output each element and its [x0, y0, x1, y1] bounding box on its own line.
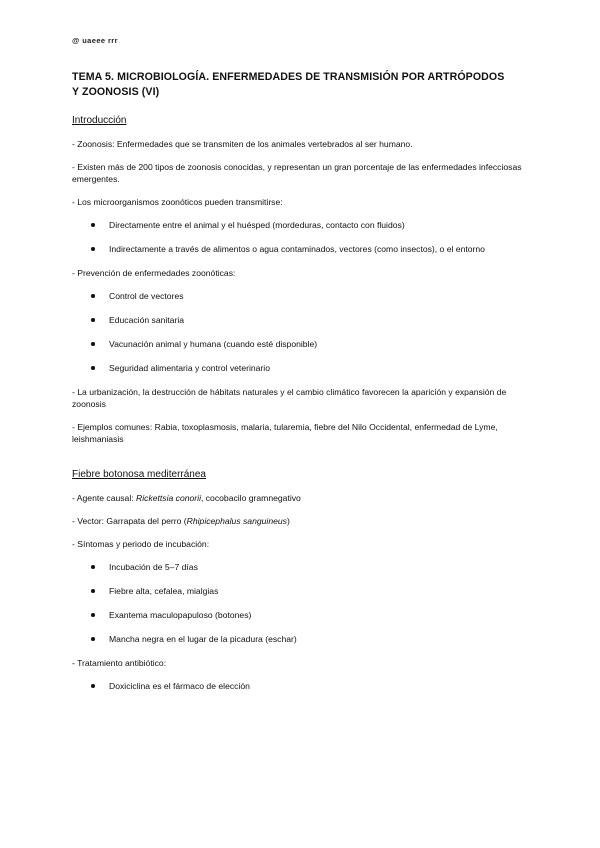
- list-item-text: Educación sanitaria: [109, 315, 185, 325]
- bullet-icon: [91, 589, 95, 593]
- list-item-text: Exantema maculopapuloso (botones): [109, 610, 252, 620]
- bullet-icon: [91, 366, 95, 370]
- header-watermark: @ uaeee rrr: [72, 36, 118, 45]
- page-title: [72, 70, 532, 100]
- list-item-text: Control de vectores: [109, 291, 184, 301]
- list-item-text: Directamente entre el animal y el huésped (mordeduras, contacto con fluidos): [109, 220, 405, 230]
- bullet-icon: [91, 342, 95, 346]
- list-item: [72, 219, 532, 231]
- list-sintomas: [72, 561, 532, 645]
- paragraph-microorganismos: - Los microorganismos zoonóticos pueden transmitirse:: [72, 197, 283, 207]
- section-heading-introduccion: Introducción: [72, 115, 127, 126]
- list-item-text: Mancha negra en el lugar de la picadura (eschar): [109, 634, 297, 644]
- vector-suffix: ): [286, 516, 290, 526]
- list-item-text: Incubación de 5–7 días: [109, 562, 198, 572]
- bullet-icon: [91, 613, 95, 617]
- bullet-icon: [91, 223, 95, 227]
- bullet-icon: [91, 294, 95, 298]
- page-title-line-2: Y ZOONOSIS (VI): [72, 86, 160, 98]
- list-item: [72, 290, 532, 302]
- paragraph-sintomas: - Síntomas y periodo de incubación:: [72, 539, 210, 549]
- page-title-line-1: TEMA 5. MICROBIOLOGÍA. ENFERMEDADES DE TRANSMISIÓN POR ARTRÓPODOS: [72, 71, 505, 83]
- list-item-text: Seguridad alimentaria y control veterinario: [109, 363, 270, 373]
- list-item: [72, 680, 532, 692]
- list-item-text: Doxiciclina es el fármaco de elección: [109, 681, 250, 691]
- list-item: [72, 633, 532, 645]
- paragraph-prevencion: - Prevención de enfermedades zoonóticas:: [72, 268, 236, 278]
- section-heading-fiebre-botonosa: Fiebre botonosa mediterránea: [72, 469, 206, 480]
- agente-suffix: , cocobacilo gramnegativo: [200, 493, 301, 503]
- list-transmision: [72, 219, 532, 255]
- list-tratamiento: [72, 680, 532, 692]
- list-item: [72, 338, 532, 350]
- bullet-icon: [91, 247, 95, 251]
- bullet-icon: [91, 637, 95, 641]
- paragraph-ejemplos: - Ejemplos comunes: Rabia, toxoplasmosis, malaria, tularemia, fiebre del Nilo Occidental, enfermedad de Lyme, leishmaniasis: [72, 422, 498, 444]
- list-item: [72, 561, 532, 573]
- list-item: [72, 585, 532, 597]
- bullet-icon: [91, 318, 95, 322]
- list-item: [72, 243, 532, 255]
- bullet-icon: [91, 684, 95, 688]
- vector-species: Rhipicephalus sanguineus: [186, 516, 287, 526]
- paragraph-agente-causal: [72, 492, 532, 504]
- paragraph-urbanizacion: - La urbanización, la destrucción de hábitats naturales y el cambio climático favorecen la aparición y expansión de zoonosis: [72, 387, 507, 409]
- paragraph-zoonosis: - Zoonosis: Enfermedades que se transmiten de los animales vertebrados al ser humano.: [72, 139, 413, 149]
- paragraph-vector: [72, 515, 532, 527]
- list-item-text: Indirectamente a través de alimentos o agua contaminados, vectores (como insectos), o el entorno: [109, 244, 485, 254]
- paragraph-existen: - Existen más de 200 tipos de zoonosis conocidas, y representan un gran porcentaje de las enfermedades infecciosas emergentes.: [72, 162, 522, 184]
- list-item: [72, 362, 532, 374]
- agente-species: Rickettsia conorii: [136, 493, 201, 503]
- list-item: [72, 609, 532, 621]
- paragraph-tratamiento: - Tratamiento antibiótico:: [72, 658, 167, 668]
- bullet-icon: [91, 565, 95, 569]
- list-item: [72, 314, 532, 326]
- list-item-text: Fiebre alta, cefalea, mialgias: [109, 586, 219, 596]
- agente-prefix: - Agente causal:: [72, 493, 137, 503]
- vector-prefix: - Vector: Garrapata del perro (: [72, 516, 187, 526]
- list-item-text: Vacunación animal y humana (cuando esté disponible): [109, 339, 318, 349]
- list-prevencion: [72, 290, 532, 374]
- document-content: [72, 70, 532, 704]
- section-gap: [72, 456, 532, 468]
